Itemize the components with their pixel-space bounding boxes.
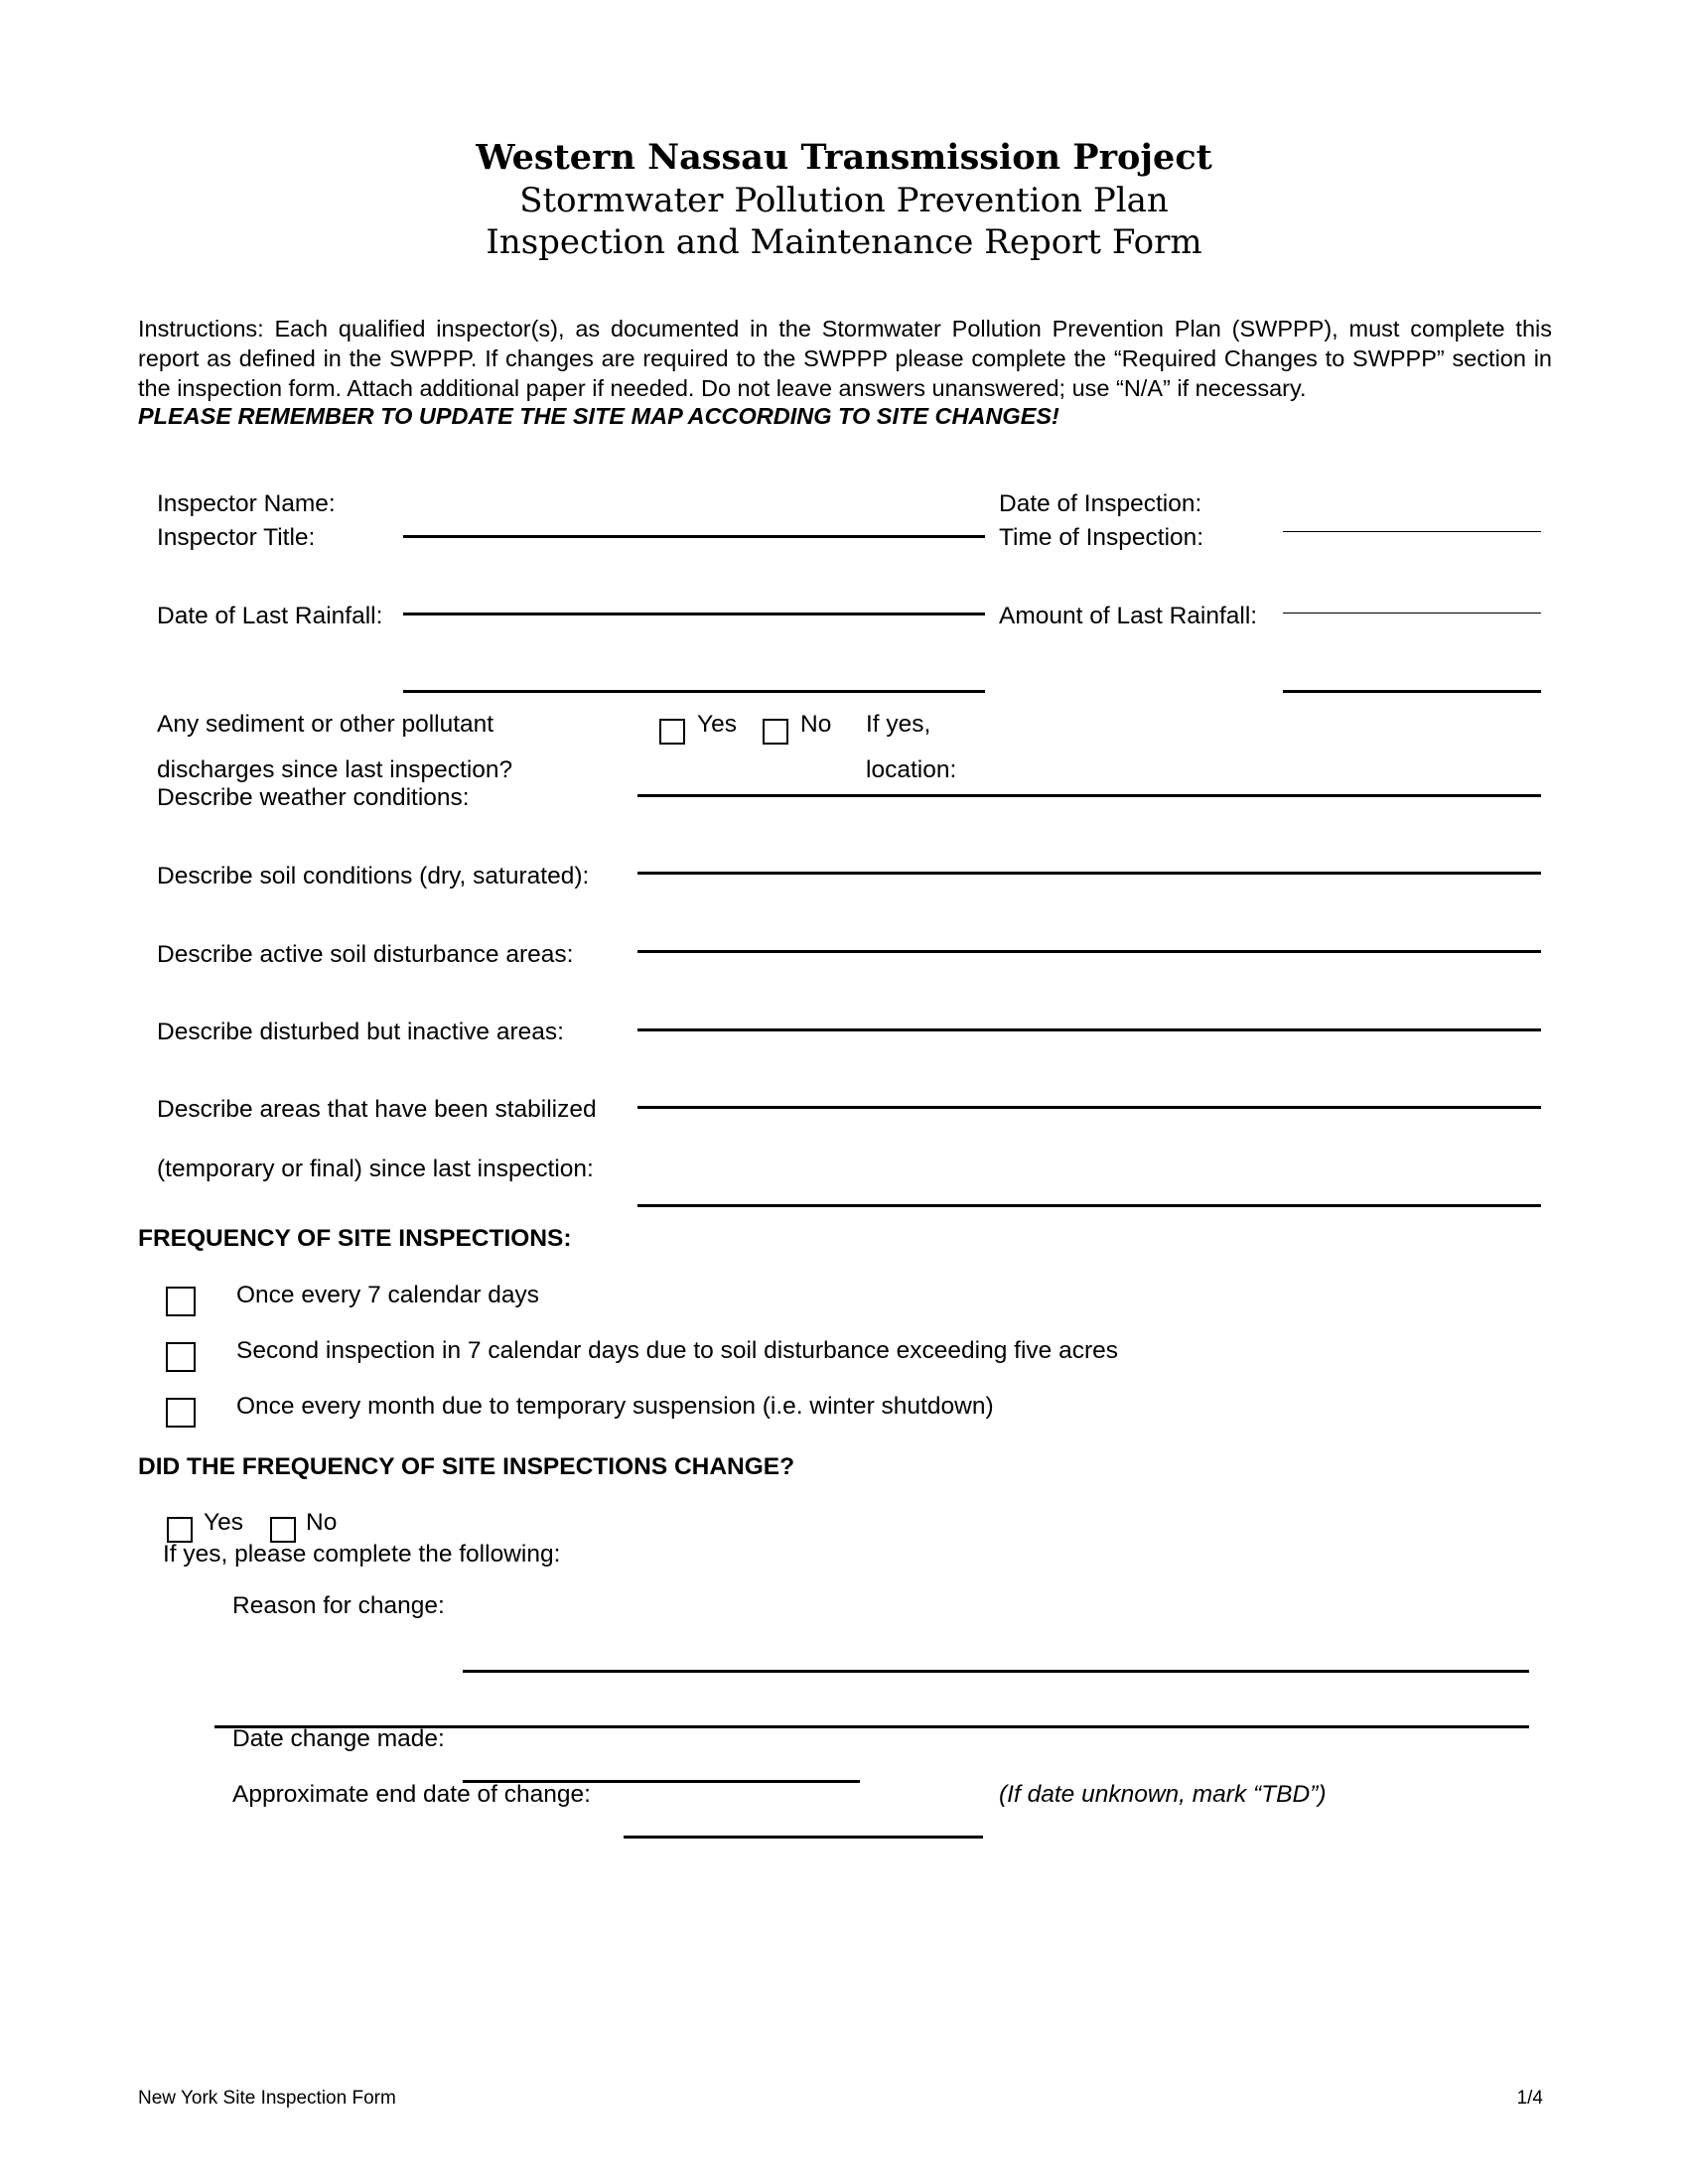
date-last-rainfall-label: Date of Last Rainfall:	[157, 603, 383, 629]
if-yes-label: If yes,	[866, 711, 931, 738]
change-no-checkbox[interactable]	[270, 1517, 296, 1543]
stabilized-label-line2: (temporary or final) since last inspection:	[157, 1156, 594, 1182]
weather-location-field[interactable]	[637, 794, 1541, 797]
frequency-option-2-label: Second inspection in 7 calendar days due to soil disturbance exceeding five acres	[236, 1337, 1118, 1364]
frequency-option-3-checkbox[interactable]	[166, 1398, 196, 1428]
blank-line-right[interactable]	[1283, 690, 1541, 693]
frequency-option-3-label: Once every month due to temporary suspension (i.e. winter shutdown)	[236, 1393, 994, 1420]
frequency-option-2-checkbox[interactable]	[166, 1342, 196, 1372]
footer-form-name: New York Site Inspection Form	[138, 2088, 396, 2109]
weather-label: Describe weather conditions:	[157, 784, 470, 811]
instructions-text: Instructions: Each qualified inspector(s), as documented in the Stormwater Pollution Prevention Plan (SWPPP), must complete this report as defined in the SWPPP. If changes are required to the SWPPP please complete the “Required Changes to SWPPP” section in the inspection form. Attach additional paper if needed. Do not leave answers unanswered; use “N/A” if necessary.	[138, 316, 1552, 401]
sediment-question-line1: Any sediment or other pollutant	[157, 711, 494, 738]
blank-line-left[interactable]	[403, 690, 985, 693]
stabilized-field-line2[interactable]	[637, 1204, 1541, 1207]
reason-for-change-label: Reason for change:	[232, 1592, 445, 1619]
frequency-option-1-checkbox[interactable]	[166, 1287, 196, 1316]
sediment-yes-label: Yes	[697, 711, 737, 738]
stabilized-label-line1: Describe areas that have been stabilized	[157, 1096, 597, 1123]
date-of-inspection-label: Date of Inspection:	[999, 490, 1202, 517]
stabilized-field-line1[interactable]	[637, 1106, 1541, 1109]
soil-conditions-field[interactable]	[637, 872, 1541, 875]
sediment-no-label: No	[800, 711, 832, 738]
date-of-inspection-field[interactable]	[1283, 531, 1541, 532]
inspector-title-label: Inspector Title:	[157, 524, 316, 551]
change-yes-label: Yes	[204, 1509, 243, 1536]
inactive-areas-label: Describe disturbed but inactive areas:	[157, 1019, 564, 1045]
location-label: location:	[866, 756, 957, 783]
inspector-name-field[interactable]	[403, 535, 985, 538]
document-subtitle-plan: Stormwater Pollution Prevention Plan	[519, 181, 1169, 220]
active-disturbance-label: Describe active soil disturbance areas:	[157, 941, 574, 968]
reason-for-change-field-1[interactable]	[463, 1670, 1529, 1673]
amount-last-rainfall-label: Amount of Last Rainfall:	[999, 603, 1258, 629]
tbd-note: (If date unknown, mark “TBD”)	[999, 1781, 1327, 1808]
date-last-rainfall-field[interactable]	[403, 613, 985, 615]
sediment-yes-checkbox[interactable]	[659, 719, 685, 745]
site-map-reminder: PLEASE REMEMBER TO UPDATE THE SITE MAP ACCORDING TO SITE CHANGES!	[138, 403, 1059, 429]
approx-end-date-label: Approximate end date of change:	[232, 1781, 591, 1808]
inspector-name-label: Inspector Name:	[157, 490, 336, 517]
document-subtitle-form: Inspection and Maintenance Report Form	[486, 222, 1202, 262]
change-no-label: No	[306, 1509, 338, 1536]
frequency-heading: FREQUENCY OF SITE INSPECTIONS:	[138, 1225, 572, 1252]
document-title: Western Nassau Transmission Project	[476, 137, 1212, 178]
soil-conditions-label: Describe soil conditions (dry, saturated):	[157, 863, 590, 889]
date-change-made-label: Date change made:	[232, 1725, 445, 1752]
frequency-option-1-label: Once every 7 calendar days	[236, 1282, 540, 1308]
change-if-yes-instruction: If yes, please complete the following:	[163, 1541, 561, 1568]
time-of-inspection-label: Time of Inspection:	[999, 524, 1204, 551]
sediment-question-line2: discharges since last inspection?	[157, 756, 513, 783]
inactive-areas-field[interactable]	[637, 1028, 1541, 1031]
sediment-no-checkbox[interactable]	[763, 719, 788, 745]
frequency-change-heading: DID THE FREQUENCY OF SITE INSPECTIONS CHANGE?	[138, 1453, 795, 1480]
active-disturbance-field[interactable]	[637, 950, 1541, 953]
change-yes-checkbox[interactable]	[167, 1517, 193, 1543]
amount-last-rainfall-field[interactable]	[1283, 613, 1541, 614]
footer-page-number: 1/4	[1516, 2088, 1543, 2109]
approx-end-date-field[interactable]	[624, 1836, 983, 1839]
